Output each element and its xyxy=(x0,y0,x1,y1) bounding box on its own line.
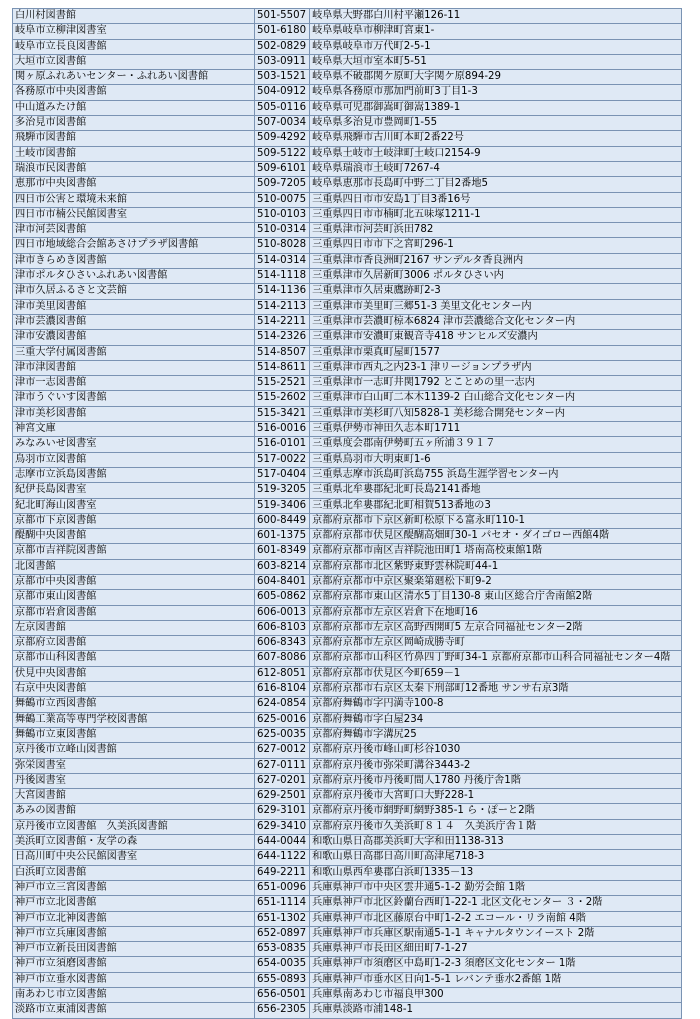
postal-code-cell: 510-0314 xyxy=(255,223,310,238)
table-row xyxy=(13,529,682,544)
library-name-cell: 舞鶴工業高等専門学校図書館 xyxy=(13,712,255,727)
postal-code-cell: 514-8611 xyxy=(255,360,310,375)
postal-code-cell: 629-2501 xyxy=(255,789,310,804)
table-row xyxy=(13,24,682,39)
library-name-cell: 津市久居ふるさと文芸館 xyxy=(13,284,255,299)
postal-code-cell: 501-6180 xyxy=(255,24,310,39)
library-name-cell: 津市美杉図書館 xyxy=(13,406,255,421)
table-row xyxy=(13,483,682,498)
postal-code-cell: 600-8449 xyxy=(255,513,310,528)
table-row xyxy=(13,636,682,651)
postal-code-cell: 601-1375 xyxy=(255,529,310,544)
address-cell: 京都府舞鶴市字円満寺100-8 xyxy=(310,697,682,712)
postal-code-cell: 517-0404 xyxy=(255,467,310,482)
address-cell: 京都府京都市山科区竹鼻四丁野町34-1 京都府京都市山科合同福祉センター4階 xyxy=(310,651,682,666)
postal-code-cell: 612-8051 xyxy=(255,666,310,681)
address-cell: 三重県津市久居東鷹跡町2-3 xyxy=(310,284,682,299)
library-name-cell: 神戸市立三宮図書館 xyxy=(13,880,255,895)
address-cell: 岐阜県多治見市豊岡町1-55 xyxy=(310,116,682,131)
address-cell: 兵庫県神戸市垂水区日向1-5-1 レバンテ垂水2番館 1階 xyxy=(310,972,682,987)
library-name-cell: 多治見市図書館 xyxy=(13,116,255,131)
address-cell: 京都府京丹後市網野町網野385-1 ら・ぽーと2階 xyxy=(310,804,682,819)
address-cell: 京都府京都市右京区太秦下刑部町12番地 サンサ右京3階 xyxy=(310,682,682,697)
library-name-cell: 四日市市楠公民館図書室 xyxy=(13,207,255,222)
table-row xyxy=(13,743,682,758)
address-cell: 京都府京都市左京区岩倉下在地町16 xyxy=(310,605,682,620)
postal-code-cell: 509-4292 xyxy=(255,131,310,146)
table-row xyxy=(13,391,682,406)
library-name-cell: 京都市東山図書館 xyxy=(13,590,255,605)
postal-code-cell: 510-8028 xyxy=(255,238,310,253)
address-cell: 兵庫県神戸市長田区細田町7-1-27 xyxy=(310,942,682,957)
postal-code-cell: 606-8103 xyxy=(255,620,310,635)
postal-code-cell: 652-0897 xyxy=(255,926,310,941)
library-name-cell: 紀伊長島図書室 xyxy=(13,483,255,498)
table-row xyxy=(13,360,682,375)
table-row xyxy=(13,406,682,421)
postal-code-cell: 603-8214 xyxy=(255,559,310,574)
library-name-cell: 神戸市立兵庫図書館 xyxy=(13,926,255,941)
address-cell: 三重県四日市市安島1丁目3番16号 xyxy=(310,192,682,207)
table-row xyxy=(13,957,682,972)
library-name-cell: 四日市地域総合会館あさけプラザ図書館 xyxy=(13,238,255,253)
address-cell: 三重県志摩市浜島町浜島755 浜島生涯学習センター内 xyxy=(310,467,682,482)
table-row xyxy=(13,330,682,345)
library-name-cell: 神戸市立北図書館 xyxy=(13,896,255,911)
address-cell: 岐阜県不破郡関ケ原町大字関ケ原894-29 xyxy=(310,70,682,85)
library-name-cell: 左京図書館 xyxy=(13,620,255,635)
table-row xyxy=(13,253,682,268)
postal-code-cell: 514-2113 xyxy=(255,299,310,314)
library-name-cell: 各務原市中央図書館 xyxy=(13,85,255,100)
address-cell: 岐阜県大野郡白川村平瀬126-11 xyxy=(310,9,682,24)
table-row xyxy=(13,70,682,85)
address-cell: 岐阜県瑞浪市土岐町7267-4 xyxy=(310,161,682,176)
address-cell: 兵庫県神戸市北区藤原台中町1-2-2 エコール・リラ南館 4階 xyxy=(310,911,682,926)
address-cell: 三重県津市白山町二本木1139-2 白山総合文化センター内 xyxy=(310,391,682,406)
address-cell: 京都府舞鶴市字溝尻25 xyxy=(310,727,682,742)
table-row xyxy=(13,926,682,941)
library-name-cell: 白川村図書館 xyxy=(13,9,255,24)
table-row xyxy=(13,682,682,697)
library-name-cell: 津市一志図書館 xyxy=(13,376,255,391)
library-name-cell: 津市芸濃図書館 xyxy=(13,314,255,329)
library-name-cell: 北図書館 xyxy=(13,559,255,574)
library-name-cell: 神戸市立垂水図書館 xyxy=(13,972,255,987)
table-row xyxy=(13,161,682,176)
address-cell: 三重県津市一志町井関1792 とことめの里一志内 xyxy=(310,376,682,391)
postal-code-cell: 519-3205 xyxy=(255,483,310,498)
address-cell: 三重県北牟婁郡紀北町相賀513番地の3 xyxy=(310,498,682,513)
address-cell: 兵庫県神戸市兵庫区駅南通5-1-1 キャナルタウンイースト 2階 xyxy=(310,926,682,941)
library-name-cell: 神宮文庫 xyxy=(13,422,255,437)
table-row xyxy=(13,207,682,222)
postal-code-cell: 616-8104 xyxy=(255,682,310,697)
table-row xyxy=(13,697,682,712)
address-cell: 岐阜県可児郡御嵩町御嵩1389-1 xyxy=(310,100,682,115)
postal-code-cell: 649-2211 xyxy=(255,865,310,880)
postal-code-cell: 644-1122 xyxy=(255,850,310,865)
postal-code-cell: 651-1302 xyxy=(255,911,310,926)
address-cell: 京都府京丹後市峰山町杉谷1030 xyxy=(310,743,682,758)
library-name-cell: 関ヶ原ふれあいセンター・ふれあい図書館 xyxy=(13,70,255,85)
postal-code-cell: 510-0075 xyxy=(255,192,310,207)
table-row xyxy=(13,100,682,115)
postal-code-cell: 604-8401 xyxy=(255,574,310,589)
library-name-cell: 津市安濃図書館 xyxy=(13,330,255,345)
table-row xyxy=(13,544,682,559)
table-row xyxy=(13,1003,682,1018)
address-cell: 京都府京都市東山区清水5丁目130-8 東山区総合庁舎南館2階 xyxy=(310,590,682,605)
table-row xyxy=(13,789,682,804)
postal-code-cell: 656-2305 xyxy=(255,1003,310,1018)
table-row xyxy=(13,819,682,834)
postal-code-cell: 606-0013 xyxy=(255,605,310,620)
address-cell: 三重県津市西丸之内23-1 津リージョンプラザ内 xyxy=(310,360,682,375)
address-cell: 三重県津市美杉町八知5828-1 美杉総合開発センター内 xyxy=(310,406,682,421)
postal-code-cell: 515-2602 xyxy=(255,391,310,406)
postal-code-cell: 625-0016 xyxy=(255,712,310,727)
address-cell: 三重県四日市市楠町北五味塚1211-1 xyxy=(310,207,682,222)
address-cell: 和歌山県日高郡日高川町高津尾718-3 xyxy=(310,850,682,865)
postal-code-cell: 629-3410 xyxy=(255,819,310,834)
table-row xyxy=(13,177,682,192)
address-cell: 京都府舞鶴市字白屋234 xyxy=(310,712,682,727)
address-cell: 兵庫県南あわじ市福良甲300 xyxy=(310,988,682,1003)
address-cell: 京都府京都市伏見区醍醐高畑町30-1 パセオ・ダイゴロー西館4階 xyxy=(310,529,682,544)
address-cell: 京都府京丹後市久美浜町８１４ 久美浜庁舎１階 xyxy=(310,819,682,834)
table-row xyxy=(13,376,682,391)
address-cell: 岐阜県土岐市土岐津町土岐口2154-9 xyxy=(310,146,682,161)
table-row xyxy=(13,223,682,238)
postal-code-cell: 627-0111 xyxy=(255,758,310,773)
library-name-cell: 岐阜市立柳津図書室 xyxy=(13,24,255,39)
library-table xyxy=(12,8,682,1019)
address-cell: 岐阜県飛騨市古川町本町2番22号 xyxy=(310,131,682,146)
postal-code-cell: 606-8343 xyxy=(255,636,310,651)
library-name-cell: 白浜町立図書館 xyxy=(13,865,255,880)
table-row xyxy=(13,605,682,620)
library-name-cell: 岐阜市立長良図書館 xyxy=(13,39,255,54)
postal-code-cell: 651-1114 xyxy=(255,896,310,911)
library-name-cell: 南あわじ市立図書館 xyxy=(13,988,255,1003)
address-cell: 岐阜県岐阜市万代町2-5-1 xyxy=(310,39,682,54)
library-name-cell: 志摩市立浜島図書館 xyxy=(13,467,255,482)
table-row xyxy=(13,146,682,161)
postal-code-cell: 607-8086 xyxy=(255,651,310,666)
postal-code-cell: 509-5122 xyxy=(255,146,310,161)
table-row xyxy=(13,131,682,146)
postal-code-cell: 515-3421 xyxy=(255,406,310,421)
postal-code-cell: 627-0012 xyxy=(255,743,310,758)
postal-code-cell: 516-0101 xyxy=(255,437,310,452)
library-name-cell: 飛騨市図書館 xyxy=(13,131,255,146)
postal-code-cell: 656-0501 xyxy=(255,988,310,1003)
address-cell: 兵庫県神戸市須磨区中島町1-2-3 須磨区文化センター 1階 xyxy=(310,957,682,972)
address-cell: 京都府京都市左京区岡崎成勝寺町 xyxy=(310,636,682,651)
table-row xyxy=(13,590,682,605)
address-cell: 京都府京都市伏見区今町659－1 xyxy=(310,666,682,681)
library-name-cell: 神戸市立須磨図書館 xyxy=(13,957,255,972)
address-cell: 三重県津市香良洲町2167 サンデルタ香良洲内 xyxy=(310,253,682,268)
postal-code-cell: 514-8507 xyxy=(255,345,310,360)
table-row xyxy=(13,620,682,635)
address-cell: 京都府京丹後市大宮町口大野228-1 xyxy=(310,789,682,804)
library-name-cell: 土岐市図書館 xyxy=(13,146,255,161)
library-name-cell: 京都市吉祥院図書館 xyxy=(13,544,255,559)
postal-code-cell: 503-0911 xyxy=(255,54,310,69)
address-cell: 三重県鳥羽市大明東町1-6 xyxy=(310,452,682,467)
address-cell: 兵庫県神戸市北区鈴蘭台西町1-22-1 北区文化センター ３・2階 xyxy=(310,896,682,911)
library-name-cell: 弥栄図書室 xyxy=(13,758,255,773)
table-row xyxy=(13,116,682,131)
library-name-cell: 京丹後市立峰山図書館 xyxy=(13,743,255,758)
address-cell: 和歌山県西牟婁郡白浜町1335－13 xyxy=(310,865,682,880)
postal-code-cell: 605-0862 xyxy=(255,590,310,605)
postal-code-cell: 514-1118 xyxy=(255,269,310,284)
address-cell: 京都府京丹後市丹後町間人1780 丹後庁舎1階 xyxy=(310,773,682,788)
library-name-cell: 鳥羽市立図書館 xyxy=(13,452,255,467)
table-row xyxy=(13,942,682,957)
library-name-cell: 舞鶴市立東図書館 xyxy=(13,727,255,742)
table-row xyxy=(13,314,682,329)
table-row xyxy=(13,758,682,773)
postal-code-cell: 515-2521 xyxy=(255,376,310,391)
table-row xyxy=(13,437,682,452)
postal-code-cell: 509-7205 xyxy=(255,177,310,192)
postal-code-cell: 627-0201 xyxy=(255,773,310,788)
library-name-cell: 四日市公害と環境未来館 xyxy=(13,192,255,207)
address-cell: 三重県四日市市下之宮町296-1 xyxy=(310,238,682,253)
library-name-cell: 神戸市立新長田図書館 xyxy=(13,942,255,957)
library-name-cell: 京都市中央図書館 xyxy=(13,574,255,589)
table-row xyxy=(13,498,682,513)
postal-code-cell: 655-0893 xyxy=(255,972,310,987)
table-row xyxy=(13,269,682,284)
table-row xyxy=(13,299,682,314)
table-row xyxy=(13,238,682,253)
postal-code-cell: 502-0829 xyxy=(255,39,310,54)
table-row xyxy=(13,284,682,299)
postal-code-cell: 625-0035 xyxy=(255,727,310,742)
address-cell: 岐阜県各務原市那加門前町3丁目1-3 xyxy=(310,85,682,100)
library-name-cell: あみの図書館 xyxy=(13,804,255,819)
table-row xyxy=(13,39,682,54)
postal-code-cell: 510-0103 xyxy=(255,207,310,222)
address-cell: 和歌山県日高郡美浜町大字和田1138-313 xyxy=(310,835,682,850)
table-row xyxy=(13,192,682,207)
table-row xyxy=(13,835,682,850)
library-name-cell: 京都市岩倉図書館 xyxy=(13,605,255,620)
postal-code-cell: 629-3101 xyxy=(255,804,310,819)
library-name-cell: 三重大学付属図書館 xyxy=(13,345,255,360)
table-row xyxy=(13,513,682,528)
postal-code-cell: 514-0314 xyxy=(255,253,310,268)
table-body xyxy=(13,9,682,1019)
library-name-cell: みなみいせ図書室 xyxy=(13,437,255,452)
table-row xyxy=(13,85,682,100)
postal-code-cell: 504-0912 xyxy=(255,85,310,100)
address-cell: 三重県津市久居新町3006 ポルタひさい内 xyxy=(310,269,682,284)
library-name-cell: 津市うぐいす図書館 xyxy=(13,391,255,406)
postal-code-cell: 644-0044 xyxy=(255,835,310,850)
library-name-cell: 京都府立図書館 xyxy=(13,636,255,651)
table-row xyxy=(13,422,682,437)
library-name-cell: 京都市下京図書館 xyxy=(13,513,255,528)
postal-code-cell: 624-0854 xyxy=(255,697,310,712)
postal-code-cell: 516-0016 xyxy=(255,422,310,437)
postal-code-cell: 654-0035 xyxy=(255,957,310,972)
table-row xyxy=(13,452,682,467)
address-cell: 京都府京都市北区紫野東野雲林院町44-1 xyxy=(310,559,682,574)
address-cell: 京都府京都市中京区聚楽第廻松下町9-2 xyxy=(310,574,682,589)
table-row xyxy=(13,559,682,574)
table-row xyxy=(13,54,682,69)
table-row xyxy=(13,574,682,589)
postal-code-cell: 514-2211 xyxy=(255,314,310,329)
library-name-cell: 京丹後市立図書館 久美浜図書館 xyxy=(13,819,255,834)
table-row xyxy=(13,850,682,865)
library-name-cell: 淡路市立東浦図書館 xyxy=(13,1003,255,1018)
postal-code-cell: 514-2326 xyxy=(255,330,310,345)
library-name-cell: 日高川町中央公民館図書室 xyxy=(13,850,255,865)
address-cell: 三重県伊勢市神田久志本町1711 xyxy=(310,422,682,437)
library-name-cell: 津市きらめき図書館 xyxy=(13,253,255,268)
table-row xyxy=(13,911,682,926)
library-name-cell: 大宮図書館 xyxy=(13,789,255,804)
address-cell: 岐阜県岐阜市柳津町宮東1- xyxy=(310,24,682,39)
library-name-cell: 右京中央図書館 xyxy=(13,682,255,697)
table-row xyxy=(13,896,682,911)
postal-code-cell: 601-8349 xyxy=(255,544,310,559)
library-name-cell: 津市河芸図書館 xyxy=(13,223,255,238)
library-name-cell: 京都市山科図書館 xyxy=(13,651,255,666)
table-row xyxy=(13,880,682,895)
address-cell: 三重県津市芸濃町椋本6824 津市芸濃総合文化センター内 xyxy=(310,314,682,329)
library-name-cell: 丹後図書室 xyxy=(13,773,255,788)
postal-code-cell: 503-1521 xyxy=(255,70,310,85)
address-cell: 京都府京都市左京区高野西開町5 左京合同福祉センター2階 xyxy=(310,620,682,635)
table-row xyxy=(13,345,682,360)
postal-code-cell: 517-0022 xyxy=(255,452,310,467)
table-row xyxy=(13,651,682,666)
table-row xyxy=(13,865,682,880)
postal-code-cell: 505-0116 xyxy=(255,100,310,115)
postal-code-cell: 651-0096 xyxy=(255,880,310,895)
library-name-cell: 神戸市立北神図書館 xyxy=(13,911,255,926)
address-cell: 兵庫県淡路市浦148-1 xyxy=(310,1003,682,1018)
table-row xyxy=(13,773,682,788)
library-name-cell: 大垣市立図書館 xyxy=(13,54,255,69)
table-row xyxy=(13,804,682,819)
postal-code-cell: 519-3406 xyxy=(255,498,310,513)
table-row xyxy=(13,666,682,681)
library-name-cell: 津市美里図書館 xyxy=(13,299,255,314)
address-cell: 三重県北牟婁郡紀北町長島2141番地 xyxy=(310,483,682,498)
postal-code-cell: 653-0835 xyxy=(255,942,310,957)
address-cell: 三重県度会郡南伊勢町五ヶ所浦３９１７ xyxy=(310,437,682,452)
library-name-cell: 舞鶴市立西図書館 xyxy=(13,697,255,712)
address-cell: 岐阜県大垣市室本町5-51 xyxy=(310,54,682,69)
table-row xyxy=(13,727,682,742)
table-row xyxy=(13,712,682,727)
address-cell: 京都府京丹後市弥栄町溝谷3443-2 xyxy=(310,758,682,773)
address-cell: 岐阜県恵那市長島町中野二丁目2番地5 xyxy=(310,177,682,192)
address-cell: 三重県津市安濃町東観音寺418 サンヒルズ安濃内 xyxy=(310,330,682,345)
postal-code-cell: 501-5507 xyxy=(255,9,310,24)
address-cell: 京都府京都市下京区新町松原下る富永町110-1 xyxy=(310,513,682,528)
address-cell: 兵庫県神戸市中央区雲井通5-1-2 勤労会館 1階 xyxy=(310,880,682,895)
library-name-cell: 津市ポルタひさいふれあい図書館 xyxy=(13,269,255,284)
library-name-cell: 恵那市中央図書館 xyxy=(13,177,255,192)
postal-code-cell: 507-0034 xyxy=(255,116,310,131)
address-cell: 三重県津市美里町三郷51-3 美里文化センター内 xyxy=(310,299,682,314)
address-cell: 三重県津市栗真町屋町1577 xyxy=(310,345,682,360)
postal-code-cell: 514-1136 xyxy=(255,284,310,299)
address-cell: 京都府京都市南区吉祥院池田町1 塔南高校東館1階 xyxy=(310,544,682,559)
library-name-cell: 紀北町海山図書室 xyxy=(13,498,255,513)
address-cell: 三重県津市河芸町浜田782 xyxy=(310,223,682,238)
library-name-cell: 瑞浪市民図書館 xyxy=(13,161,255,176)
table-row xyxy=(13,467,682,482)
library-name-cell: 醍醐中央図書館 xyxy=(13,529,255,544)
table-row xyxy=(13,9,682,24)
postal-code-cell: 509-6101 xyxy=(255,161,310,176)
library-name-cell: 美浜町立図書館・友学の森 xyxy=(13,835,255,850)
table-row xyxy=(13,972,682,987)
library-name-cell: 中山道みたけ館 xyxy=(13,100,255,115)
library-name-cell: 伏見中央図書館 xyxy=(13,666,255,681)
library-name-cell: 津市津図書館 xyxy=(13,360,255,375)
